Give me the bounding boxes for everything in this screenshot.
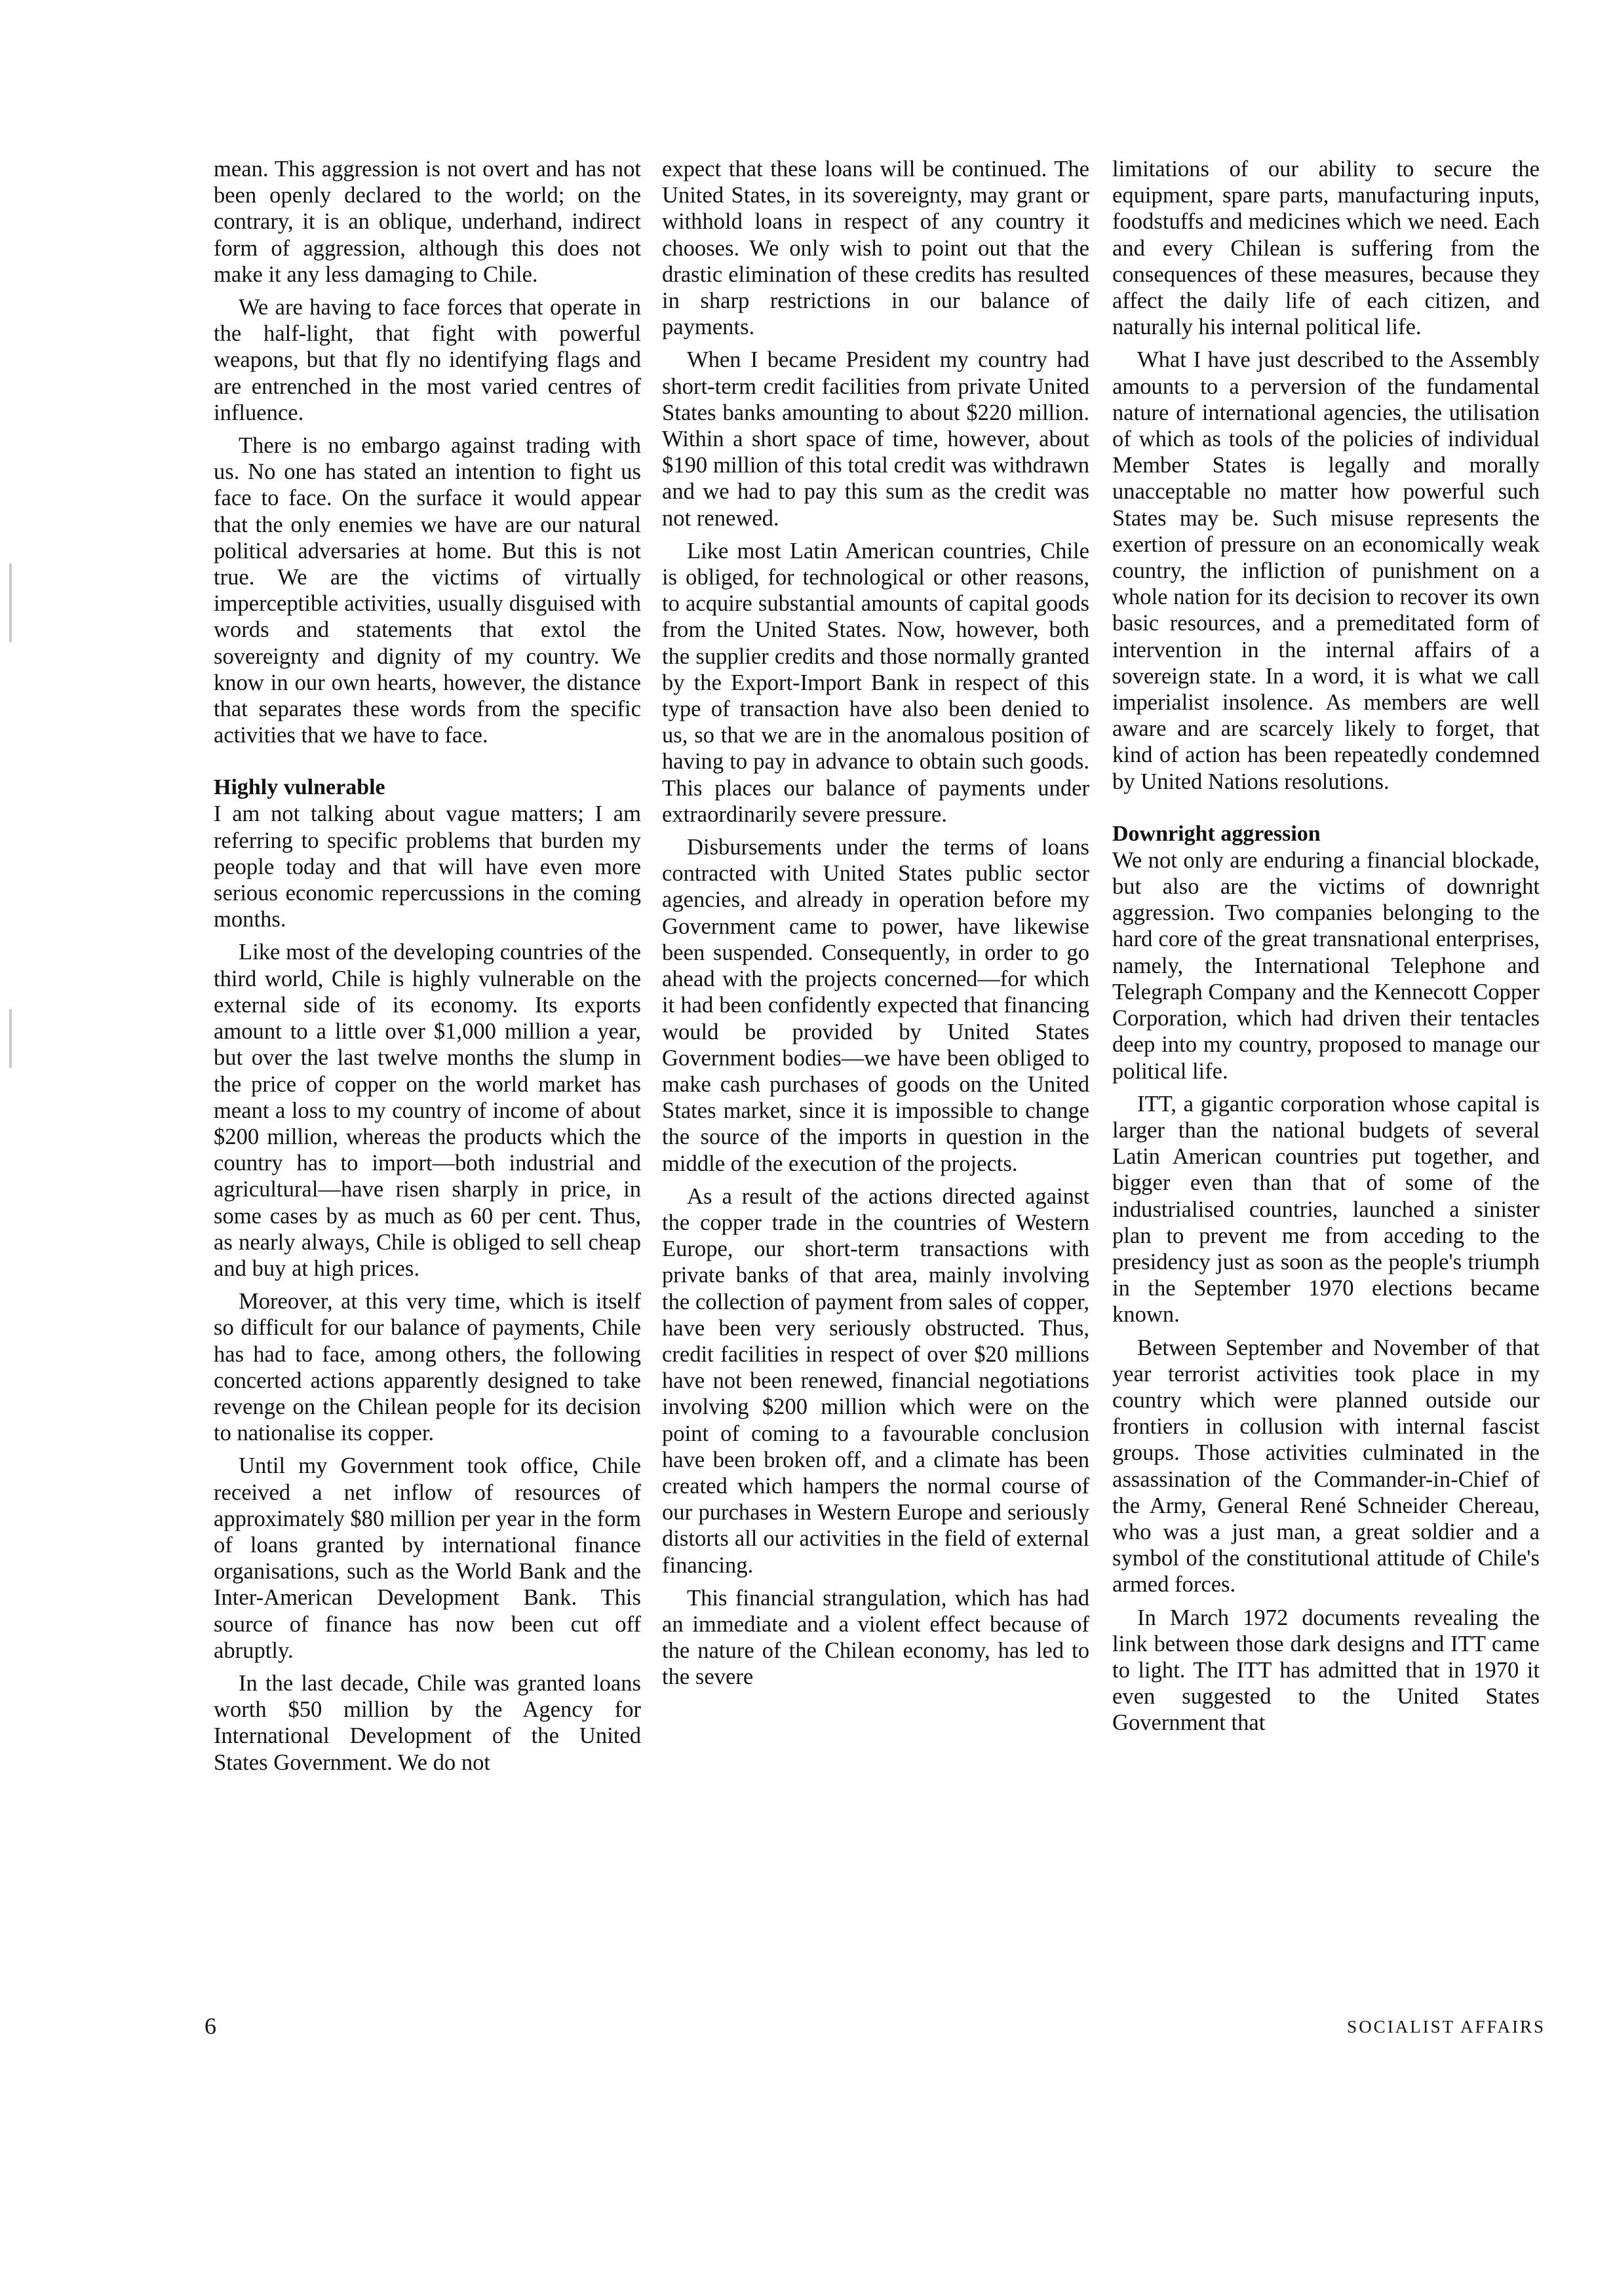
section-heading: Highly vulnerable (214, 775, 385, 800)
paragraph: Like most of the developing countries of the third world, Chile is highly vulnerable on the external side of its economy. Its exports amount to a little over $1,000 million a year, but over the last twelve months the slump in the price of copper on the world market has meant a loss to my country of income of about $200 million, whereas the products which the country has to import—both industrial and agricultural—have risen sharply in price, in some cases by as much as 60 per cent. Thus, as nearly always, Chile is obliged to sell cheap and buy at high prices. (214, 940, 641, 1281)
paragraph: limitations of our ability to secure the equipment, spare parts, manufacturing inputs, foodstuffs and medicines which we need. Each and every Chilean is suffering from the consequences of these measures, because they affect the daily life of each citizen, and naturally his internal political life. (1112, 157, 1540, 340)
paragraph: In March 1972 documents revealing the link between those dark designs and ITT came to light. The ITT has admitted that in 1970 it even suggested to the United States Government that (1112, 1605, 1540, 1736)
paragraph: As a result of the actions directed against the copper trade in the countries of Western Europe, our short-term transactions with private banks of that area, mainly involving the collection of payment from sales of copper, have been very seriously obstructed. Thus, credit facilities in respect of over $20 millions have not been renewed, financial negotiations involving $200 million which were on the point of coming to a favourable conclusion have been broken off, and a climate has been created which hampers the normal course of our purchases in Western Europe and seriously distorts all our activities in the field of external financing. (662, 1183, 1089, 1578)
text-column-2 (662, 156, 1089, 1697)
publication-footer: SOCIALIST AFFAIRS (1347, 2017, 1546, 2037)
paragraph: Between September and November of that year terrorist activities took place in my country which were planned outside our frontiers in collusion with internal fascist groups. Those activities culminated in the assassination of the Commander-in-Chief of the Army, General René Schneider Chereau, who was a just man, a great soldier and a symbol of the constitutional attitude of Chile's armed forces. (1112, 1335, 1540, 1598)
paragraph: What I have just described to the Assembly amounts to a perversion of the fundamental nature of international agencies, the utilisation of which as tools of the policies of individual Member States is legally and morally unacceptable no matter how powerful such States may be. Such misuse represents the exertion of pressure on an economically weak country, the infliction of punishment on a whole nation for its decision to recover its own basic resources, and a premeditated form of intervention in the internal affairs of a sovereign state. In a word, it is what we call imperialist insolence. As members are well aware and are scarcely likely to forget, that kind of action has been repeatedly condemned by United Nations resolutions. (1112, 347, 1540, 794)
paragraph: We not only are enduring a financial blockade, but also are the victims of downright aggression. Two companies belonging to the hard core of the great transnational enterprises, namely, the International Telephone and Telegraph Company and the Kennecott Copper Corporation, which had driven their tentacles deep into my country, proposed to manage our political life. (1112, 847, 1540, 1084)
paragraph: When I became President my country had short-term credit facilities from private United States banks amounting to about $220 million. Within a short space of time, however, about $190 million of this total credit was withdrawn and we had to pay this sum as the credit was not renewed. (662, 347, 1089, 531)
paragraph: expect that these loans will be continued. The United States, in its sovereignty, may grant or withhold loans in respect of any country it chooses. We only wish to point out that the drastic elimination of these credits has resulted in sharp restrictions in our balance of payments. (662, 157, 1089, 340)
paragraph: Disbursements under the terms of loans contracted with United States public sector agencies, and already in operation before my Government came to power, have likewise been suspended. Consequently, in order to go ahead with the projects concerned—for which it had been confidently expected that financing would be provided by United States Government bodies—we have been obliged to make cash purchases of goods on the United States market, since it is impossible to change the source of the imports in question in the middle of the execution of the projects. (662, 835, 1089, 1176)
paragraph: In the last decade, Chile was granted loans worth $50 million by the Agency for International Development of the United States Government. We do not (214, 1670, 641, 1775)
paragraph: There is no embargo against trading with us. No one has stated an intention to fight us face to face. On the surface it would appear that the only enemies we have are our natural political adversaries at home. But this is not true. We are the victims of virtually imperceptible activities, usually disguised with words and statements that extol the sovereignty and dignity of my country. We know in our own hearts, however, the distance that separates these words from the specific activities that we have to face. (214, 433, 641, 748)
text-column-1 (214, 156, 641, 1782)
section-heading: Downright aggression (1112, 821, 1321, 846)
paragraph: Until my Government took office, Chile received a net inflow of resources of approximately $80 million per year in the form of loans granted by international finance organisations, such as the World Bank and the Inter-American Development Bank. This source of finance has now been cut off abruptly. (214, 1453, 642, 1663)
paragraph: We are having to face forces that operate in the half-light, that fight with powerful weapons, but that fly no identifying flags and are entrenched in the most varied centres of influence. (214, 295, 641, 425)
page-number: 6 (204, 2013, 216, 2039)
paragraph: I am not talking about vague matters; I am referring to specific problems that burden my people today and that will have even more serious economic repercussions in the coming months. (214, 801, 641, 932)
paragraph: ITT, a gigantic corporation whose capital is larger than the national budgets of several Latin American countries put together, and bigger even than that of some of the industrialised countries, launched a sinister plan to prevent me from acceding to the presidency just as soon as the people's triumph in the September 1970 elections became known. (1112, 1091, 1540, 1328)
paragraph: This financial strangulation, which has had an immediate and a violent effect because of the nature of the Chilean economy, has led to the severe (662, 1585, 1089, 1690)
paragraph: Like most Latin American countries, Chile is obliged, for technological or other reasons, to acquire substantial amounts of capital goods from the United States. Now, however, both the supplier credits and those normally granted by the Export-Import Bank in respect of this type of transaction have also been denied to us, so that we are in the anomalous position of having to pay in advance to obtain such goods. This places our balance of payments under extraordinarily severe pressure. (662, 538, 1089, 827)
paragraph: Moreover, at this very time, which is itself so difficult for our balance of payments, Chile has had to face, among others, the following concerted actions apparently designed to take revenge on the Chilean people for its decision to nationalise its copper. (214, 1289, 641, 1446)
scan-margin-mark (9, 1009, 12, 1068)
text-column-3 (1112, 156, 1540, 1743)
scan-margin-mark (9, 564, 12, 642)
paragraph: mean. This aggression is not overt and has not been openly declared to the world; on the contrary, it is an oblique, underhand, indirect form of aggression, although this does not make it any less damaging to Chile. (214, 157, 641, 287)
